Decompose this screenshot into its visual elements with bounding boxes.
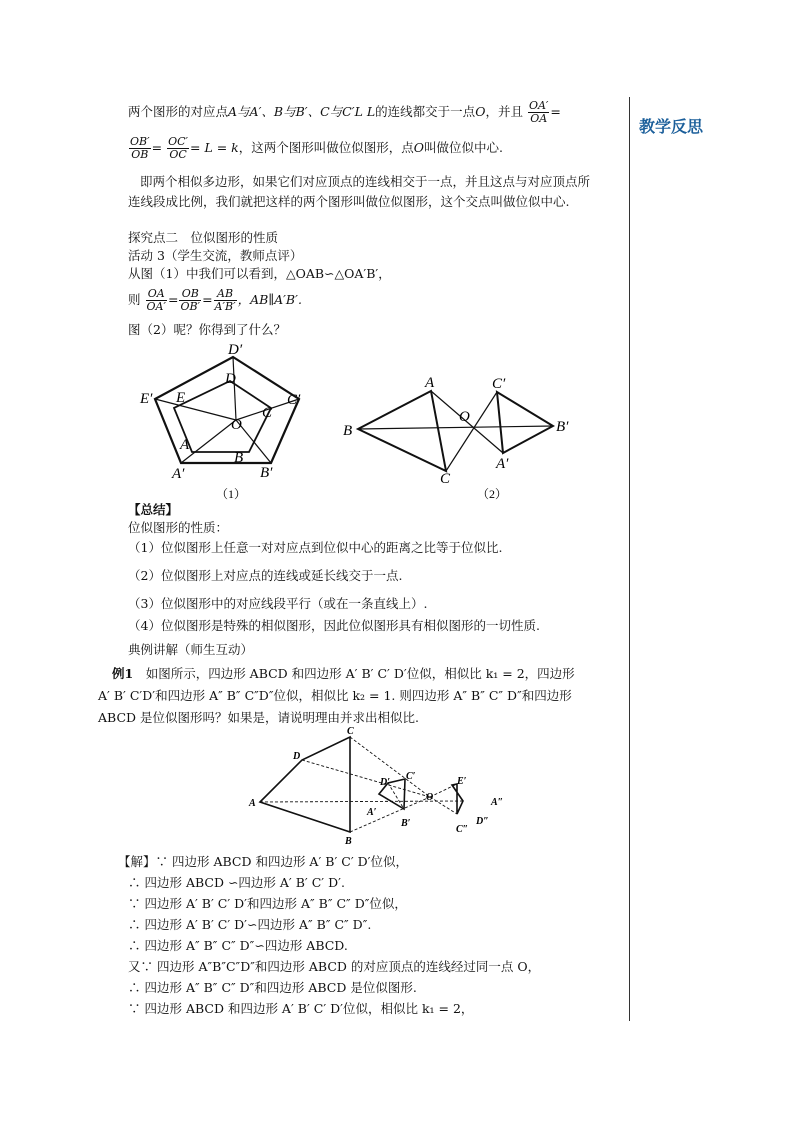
svg-text:D′: D′ [228,342,243,358]
svg-text:O: O [231,417,242,433]
solution-line: ∴ 四边形 ABCD ∽四边形 A′ B′ C′ D′. [128,875,345,890]
example-line-1: 例1 如图所示，四边形 ABCD 和四边形 A′ B′ C′ D′位似，相似比 k₁ = 2，四边形 [112,666,575,681]
teaching-reflection-title: 教学反思 [639,117,704,136]
svg-text:E′: E′ [140,391,153,407]
figure-1-pentagons [130,340,320,505]
summary-item: （4）位似图形是特殊的相似图形，因此位似图形具有相似图形的一切性质. [128,618,540,633]
solution-line: ∴ 四边形 A″ B″ C″ D″∽四边形 ABCD. [128,938,348,953]
solution-line: 又∵ 四边形 A″B″C″D″和四边形 ABCD 的对应顶点的连线经过同一点 O， [128,959,541,974]
explore-ratio-line: 则 $\frac{OA}{OA'}$ = $\frac{OB}{OB'}$ = $\frac{AB}{A'B'}$ ，AB∥A′B′. [128,287,302,313]
svg-text:A: A [249,798,256,809]
svg-text:A: A [425,375,435,391]
summary-item: （1）位似图形上任意一对对应点到位似中心的距离之比等于位似比. [128,540,503,555]
intro-line-2: $\frac{OB'}{OB}$ = $\frac{OC'}{OC}$ = L = k，这两个图形叫做位似图形，点O叫做位似中心. [130,135,504,161]
quad-abcd [260,737,350,832]
svg-text:A′: A′ [496,456,509,472]
fraction-ob: $\frac{OB'}{OB}$ [130,135,150,161]
svg-text:B: B [234,450,244,466]
summary-intro: 位似图形的性质： [128,520,229,535]
column-divider [629,97,630,1021]
svg-text:C″: C″ [456,824,469,835]
summary-item: （3）位似图形中的对应线段平行（或在一条直线上）. [128,596,428,611]
figure-2-triangles [335,370,585,505]
svg-text:C: C [262,405,273,421]
explore-question: 图（2）呢？你得到了什么？ [128,322,286,337]
solution-line: ∴ 四边形 A′ B′ C′ D′∽四边形 A″ B″ C″ D″. [128,917,372,932]
example-line-2: A′ B′ C′D′和四边形 A″ B″ C″D″位似，相似比 k₂ = 1. 则四边形 A″ B″ C″ D″和四边形 [98,688,572,703]
svg-text:D′: D′ [380,777,391,788]
svg-text:O: O [459,409,470,425]
svg-text:C: C [347,726,354,737]
example-line-3: ABCD 是位似图形吗？如果是，请说明理由并求出相似比. [98,710,419,725]
svg-text:C: C [440,471,451,487]
intro-line-1: 两个图形的对应点A与A′、B与B′、C与C′L L的连线都交于一点O，并且 $\frac{OA'}{OA}$ = [128,99,561,125]
quad-appbppcppdpp [452,784,463,814]
svg-text:A′: A′ [367,807,377,818]
example-heading: 典例讲解（师生互动） [128,642,254,657]
svg-text:E: E [176,390,186,406]
fraction-oa: $\frac{OA'}{OA}$ [528,99,549,125]
triangle-apbpcp [497,392,553,453]
solution-line: ∵ 四边形 ABCD 和四边形 A′ B′ C′ D′位似，相似比 k₁ = 2， [128,1001,474,1016]
paragraph-2-line-1: 即两个相似多边形，如果它们对应顶点的连线相交于一点，并且这点与对应顶点所 [140,174,591,189]
summary-item: （2）位似图形上对应点的连线或延长线交于一点. [128,568,403,583]
summary-title: 【总结】 [128,502,179,517]
explore-line-1: 从图（1）中我们可以看到，△OAB∽△OA′B′， [128,266,391,281]
svg-text:（1）: （1） [216,487,247,501]
triangle-abc [358,391,446,471]
section-heading: 探究点二 位似图形的性质 [128,230,279,245]
svg-text:A″: A″ [491,797,504,808]
svg-text:B′: B′ [260,465,273,481]
solution-line: ∴ 四边形 A″ B″ C″ D″和四边形 ABCD 是位似图形. [128,980,417,995]
svg-text:D: D [293,751,301,762]
activity-heading: 活动 3（学生交流，教师点评） [128,248,303,263]
svg-text:（2）: （2） [477,487,508,501]
svg-text:B′: B′ [401,818,411,829]
solution-line: ∵ 四边形 A′ B′ C′ D′和四边形 A″ B″ C″ D″位似， [128,896,407,911]
fraction-oc: $\frac{OC'}{OC}$ [168,135,189,161]
svg-text:D: D [225,371,236,387]
solution-line: 【解】∵ 四边形 ABCD 和四边形 A′ B′ C′ D′位似， [118,854,408,869]
svg-text:A: A [180,437,190,453]
svg-text:B: B [345,836,352,844]
svg-text:C′: C′ [287,392,301,408]
svg-text:B′: B′ [556,419,569,435]
paragraph-2-line-2: 连线段成比例，我们就把这样的两个图形叫做位似图形，这个交点叫做位似中心. [128,194,570,209]
svg-text:B: B [343,423,353,439]
svg-text:C′: C′ [492,376,506,392]
svg-text:A′: A′ [172,466,185,482]
svg-text:O: O [426,792,434,803]
svg-text:D″: D″ [476,816,489,827]
figure-3-quadrilaterals [245,722,510,844]
svg-text:E′: E′ [457,776,467,787]
svg-text:C′: C′ [406,771,416,782]
